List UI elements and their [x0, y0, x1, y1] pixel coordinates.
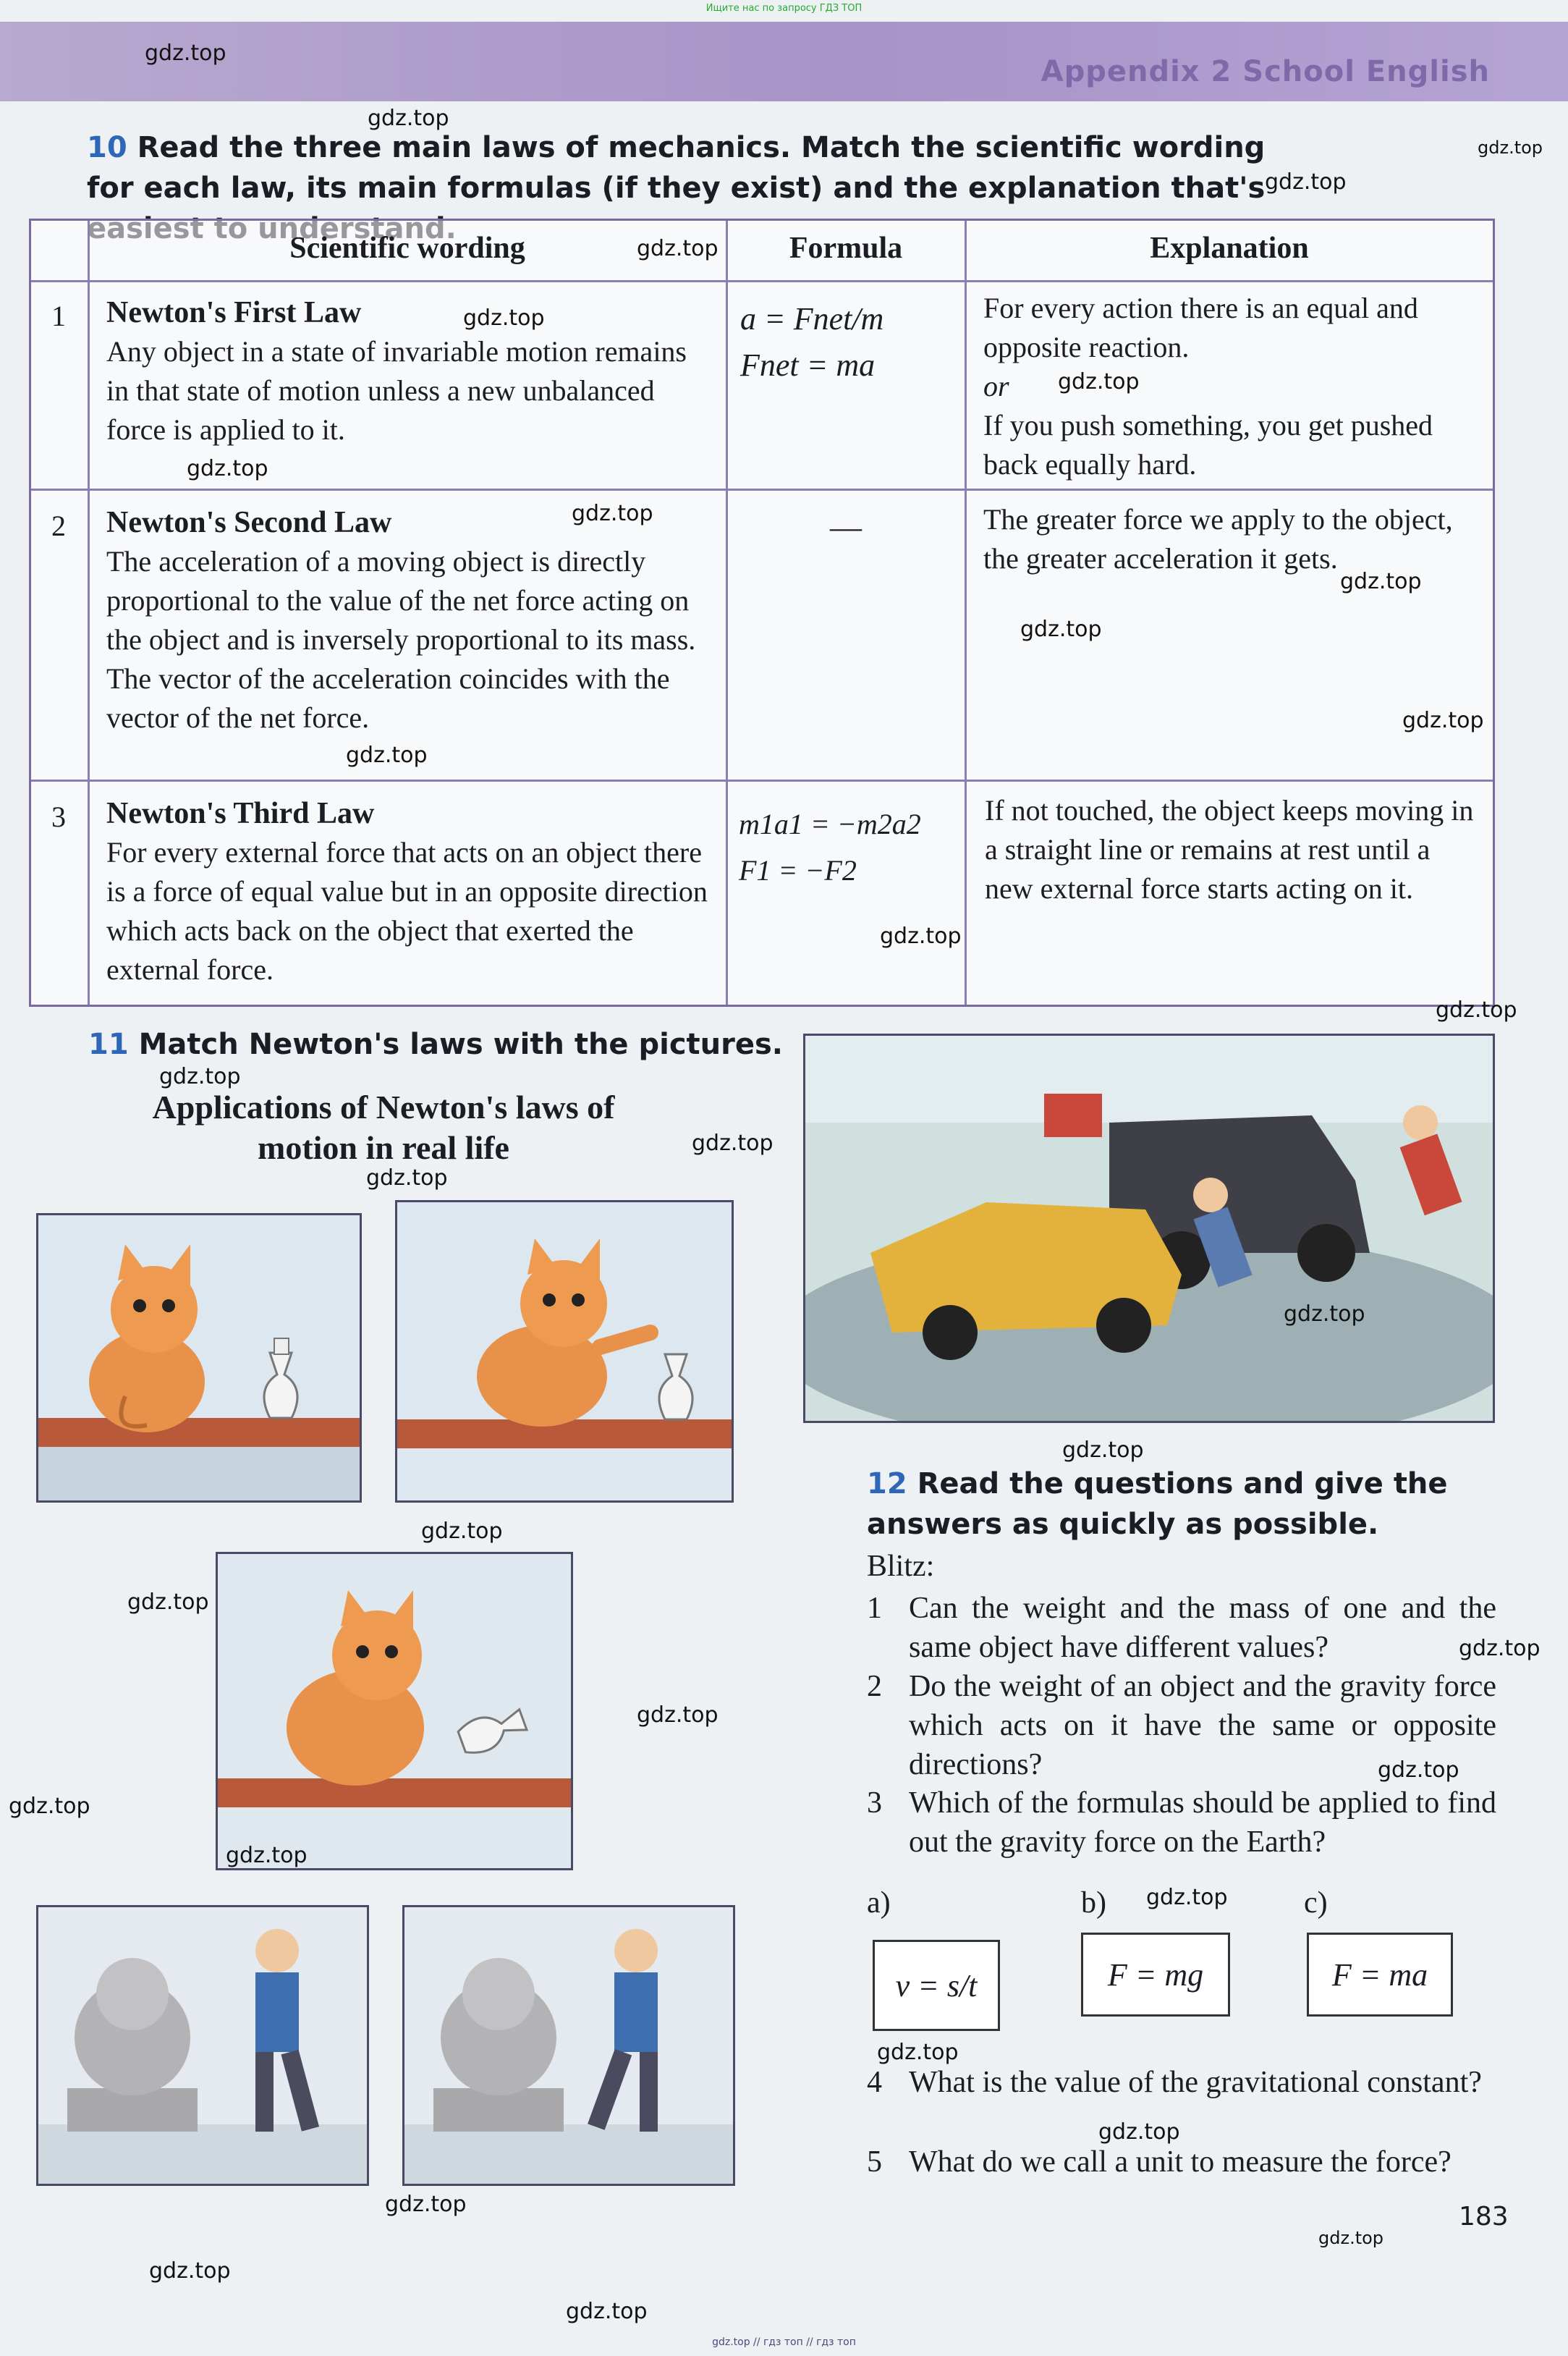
explanation-or: or — [983, 370, 1009, 402]
watermark: gdz.top — [1062, 1437, 1144, 1463]
table-divider — [31, 280, 1493, 282]
question-number: 5 — [867, 2145, 882, 2179]
header-formula: Formula — [789, 232, 903, 265]
law-text: The acceleration of a moving object is directly proportional to the value of the net force acting on the object and is inversely proportional to its mass. The vector of the acceleration coincides with the vector of the net force. — [106, 545, 696, 734]
formula-line: m1a1 = −m2a2 — [739, 808, 921, 840]
cat-vase-picture-1 — [36, 1213, 362, 1503]
watermark: gdz.top — [145, 41, 226, 66]
question-text: Can the weight and the mass of one and the same object have different values? — [909, 1592, 1496, 1664]
question-number: 2 — [867, 1670, 882, 1703]
watermark: gdz.top — [637, 236, 719, 261]
watermark: gdz.top — [226, 1843, 308, 1868]
exercise-11-instruction — [88, 1028, 783, 1061]
question-item — [867, 1783, 1496, 1863]
watermark: gdz.top — [1402, 708, 1484, 733]
table-divider — [31, 489, 1493, 491]
explanation-text: If you push something, you get pushed back equally hard. — [983, 409, 1433, 481]
law-text: For every external force that acts on an object there is a force of equal value but in an opposite direction which acts back on the object that exerted the external force. — [106, 836, 708, 986]
cat-pushing-vase-illustration — [397, 1202, 732, 1500]
watermark: gdz.top — [385, 2192, 467, 2217]
newton-laws-table — [29, 219, 1495, 1007]
watermark: gdz.top — [463, 305, 545, 331]
cars-pushing-picture — [803, 1034, 1495, 1423]
watermark: gdz.top — [572, 501, 653, 526]
question-number: 4 — [867, 2066, 882, 2099]
question-text: Which of the formulas should be applied to find out the gravity force on the Earth? — [909, 1786, 1496, 1859]
formula-box-c: F = ma — [1307, 1933, 1453, 2017]
table-row-1-formula — [740, 296, 957, 389]
watermark: gdz.top — [1318, 2228, 1384, 2248]
watermark: gdz.top — [1284, 1301, 1365, 1327]
exercise-number: 11 — [88, 1028, 129, 1061]
exercise-number: 12 — [867, 1467, 907, 1500]
instruction-text: Read the three main laws of mechanics. Match the scientific wording for each law, its main formulas (if they exist) and the explanation that's — [87, 131, 1266, 205]
table-divider — [31, 780, 1493, 782]
table-row-3-formula — [739, 801, 960, 894]
watermark: gdz.top — [366, 1165, 448, 1191]
option-label-a: a) — [867, 1886, 891, 1920]
question-number: 1 — [867, 1592, 882, 1625]
table-row-1-wording — [106, 293, 714, 449]
law-title: Newton's Second Law — [106, 506, 392, 539]
table-row-2-wording — [106, 503, 714, 738]
watermark: gdz.top — [159, 1064, 241, 1089]
watermark: gdz.top — [692, 1131, 774, 1156]
watermark: gdz.top — [1098, 2119, 1180, 2145]
question-item — [867, 1589, 1496, 1668]
boy-lion-picture-1 — [36, 1905, 369, 2186]
watermark: gdz.top — [1340, 569, 1422, 594]
watermark: gdz.top — [187, 456, 268, 481]
option-label-b: b) — [1081, 1886, 1106, 1920]
watermark: gdz.top — [1459, 1636, 1541, 1661]
question-item — [867, 2142, 1496, 2186]
header-explanation: Explanation — [1150, 232, 1309, 265]
watermark: gdz.top — [149, 2258, 231, 2284]
table-row-2-formula: — — [830, 510, 862, 545]
watermark: gdz.top — [1020, 617, 1102, 642]
formula-box-b: F = mg — [1081, 1933, 1230, 2017]
formula-line: a = Fnet/m — [740, 301, 884, 337]
row-number: 2 — [51, 510, 66, 542]
boy-stumbling-illustration — [404, 1907, 733, 2184]
law-text: Any object in a state of invariable motion remains in that state of motion unless a new unbalanced force is applied to it. — [106, 335, 687, 446]
watermark: gdz.top — [1058, 369, 1140, 394]
watermark: gdz.top — [877, 2040, 959, 2065]
table-divider — [965, 221, 967, 1005]
boy-lion-picture-2 — [402, 1905, 735, 2186]
option-label-c: c) — [1304, 1886, 1328, 1920]
watermark: gdz.top — [1478, 138, 1543, 158]
watermark: gdz.top — [346, 743, 428, 768]
instruction-text: Read the questions and give the answers as quickly as possible. — [867, 1467, 1448, 1541]
explanation-text: For every action there is an equal and opposite reaction. — [983, 292, 1418, 363]
question-text: What do we call a unit to measure the force? — [909, 2145, 1452, 2179]
cat-sitting-illustration — [38, 1215, 360, 1500]
table-row-2-explanation: The greater force we apply to the object, the greater acceleration it gets. — [983, 503, 1453, 575]
appendix-title: Appendix 2 School English — [1041, 55, 1490, 88]
law-title: Newton's Third Law — [106, 797, 375, 830]
formula-box-a: v = s/t — [873, 1940, 1000, 2031]
table-row-3-wording — [106, 794, 714, 989]
cat-fallen-vase-picture — [216, 1552, 573, 1870]
row-number: 1 — [51, 300, 66, 332]
watermark: gdz.top — [880, 924, 962, 949]
exercise-number: 10 — [87, 131, 127, 164]
blitz-label: Blitz: — [867, 1550, 935, 1583]
exercise-12-instruction — [867, 1464, 1518, 1545]
header-scientific-wording: Scientific wording — [289, 232, 525, 265]
table-divider — [726, 221, 728, 1005]
top-ad-text[interactable]: Ищите нас по запросу ГДЗ ТОП — [705, 3, 863, 14]
cat-fallen-vase-illustration — [218, 1554, 571, 1868]
law-title: Newton's First Law — [106, 296, 362, 329]
applications-title: Applications of Newton's laws of motion in real life — [152, 1089, 615, 1166]
watermark: gdz.top — [421, 1519, 503, 1544]
men-pushing-cars-illustration — [805, 1036, 1493, 1421]
watermark: gdz.top — [368, 106, 449, 131]
formula-line: F1 = −F2 — [739, 854, 857, 887]
table-row-1-explanation — [983, 289, 1475, 484]
watermark: gdz.top — [1378, 1757, 1459, 1783]
bottom-strip-text[interactable]: gdz.top // гдз топ // гдз топ — [712, 2336, 856, 2348]
cat-vase-picture-2 — [395, 1200, 734, 1503]
watermark: gdz.top — [1436, 997, 1517, 1023]
watermark: gdz.top — [1265, 169, 1347, 195]
instruction-text: Match Newton's laws with the pictures. — [138, 1028, 783, 1061]
watermark: gdz.top — [566, 2299, 648, 2324]
watermark: gdz.top — [637, 1702, 719, 1728]
page-number: 183 — [1459, 2202, 1509, 2232]
watermark: gdz.top — [127, 1589, 209, 1615]
table-divider — [88, 221, 90, 1005]
row-number: 3 — [51, 801, 66, 833]
question-item — [867, 2063, 1496, 2142]
question-number: 3 — [867, 1786, 882, 1820]
question-text: What is the value of the gravitational constant? — [909, 2066, 1482, 2099]
boy-walking-illustration — [38, 1907, 367, 2184]
question-text: Do the weight of an object and the gravity force which acts on it have the same or opposite directions? — [909, 1670, 1496, 1781]
formula-line: Fnet = ma — [740, 347, 876, 383]
watermark: gdz.top — [1146, 1885, 1228, 1910]
table-row-3-explanation: If not touched, the object keeps moving in a straight line or remains at rest until a new external force starts acting on it. — [985, 794, 1474, 905]
watermark: gdz.top — [9, 1794, 90, 1819]
